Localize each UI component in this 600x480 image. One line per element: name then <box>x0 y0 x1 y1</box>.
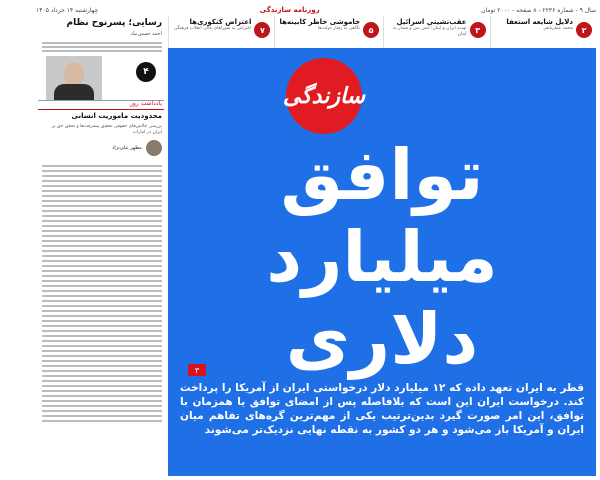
lead-paragraph: قطر به ایران تعهد داده که ۱۲ میلیارد دلار درخواستی ایران از آمریکا را پرداخت کند. درخواست ایران این است که بلافاصله پس از امضای توافق یا همزمان با توافق، این امر صورت گیرد بدین‌ترتیب یکی از مهم‌ترین گره‌های تفاهم میان ایران و آمریکا باز می‌شود و هر دو کشور به نقطه نهایی نزدیک‌تر می‌شوند <box>180 382 584 436</box>
teaser-page-number: ۵ <box>363 22 379 38</box>
teaser-title: اعتراض کنکوری‌ها <box>189 18 252 26</box>
masthead <box>36 4 596 16</box>
page-number-badge: ۴ <box>136 62 156 82</box>
headline-line-3: دلاری <box>285 298 479 380</box>
page-number-badge: ۳ <box>188 364 206 376</box>
headline-line-2: میلیارد <box>266 216 498 298</box>
section-divider <box>38 109 164 110</box>
teaser-page-number: ۳ <box>470 22 486 38</box>
side-body-text <box>42 162 162 425</box>
teaser-item[interactable] <box>490 16 596 48</box>
headline-line-1: توافق <box>280 134 484 216</box>
section-label: یادداشت روز <box>129 100 162 107</box>
teaser-title: خاموشی خاطر کابینه‌ها <box>279 18 361 26</box>
teaser-title: عقب‌نشینی اسرائیل <box>396 18 467 26</box>
side-top-text-lines <box>42 40 162 54</box>
masthead-name: روزنامه سازندگی <box>259 6 320 14</box>
teaser-sub: تهدید ایران و لبنان؛ آتش بس و فشار به لبنان <box>393 26 467 37</box>
teaser-sub: محمد عطریانفر <box>543 26 573 31</box>
teaser-item[interactable] <box>274 16 383 48</box>
teaser-sub: اعتراض به شوراهای عالی انقلاب فرهنگی <box>173 26 252 31</box>
side-top-article[interactable] <box>38 16 164 101</box>
lead-story-panel[interactable] <box>168 48 596 476</box>
side-top-title: رسایی؛ پسرنوح نظام <box>66 18 162 28</box>
side-top-author: احمد حسین‌نیک <box>130 31 162 37</box>
side-author-row <box>42 140 162 156</box>
side-author-name: مظهر علی‌نژاد <box>111 145 142 151</box>
teaser-page-number: ۷ <box>254 22 270 38</box>
side-column <box>38 100 164 476</box>
teaser-page-number: ۲ <box>576 22 592 38</box>
teaser-title: دلایل شایعه استعفا <box>506 18 573 26</box>
side-author-photo <box>146 140 162 156</box>
masthead-date: چهارشنبه ۱۴ خرداد ۱۴۰۵ <box>36 6 99 14</box>
side-subheadline: بررسی چالش‌های حقوقی تحقیق پیشرفت‌ها و تحقق حق بر ایران در امارات <box>51 124 162 135</box>
newspaper-logo: سازندگی <box>286 58 362 134</box>
teaser-bar <box>168 16 596 49</box>
teaser-sub: نگاهی به رفتار دولت‌ها <box>317 26 361 31</box>
teaser-item[interactable] <box>383 16 489 48</box>
teaser-item[interactable] <box>168 16 274 48</box>
side-headline[interactable]: محدودیت ماموریت انسانی <box>71 112 162 120</box>
author-photo <box>46 56 102 100</box>
masthead-issue: سال ۹ - شماره ۲۲۳۶ - ۸ صفحه - ۲۰۰۰ تومان <box>481 6 596 14</box>
